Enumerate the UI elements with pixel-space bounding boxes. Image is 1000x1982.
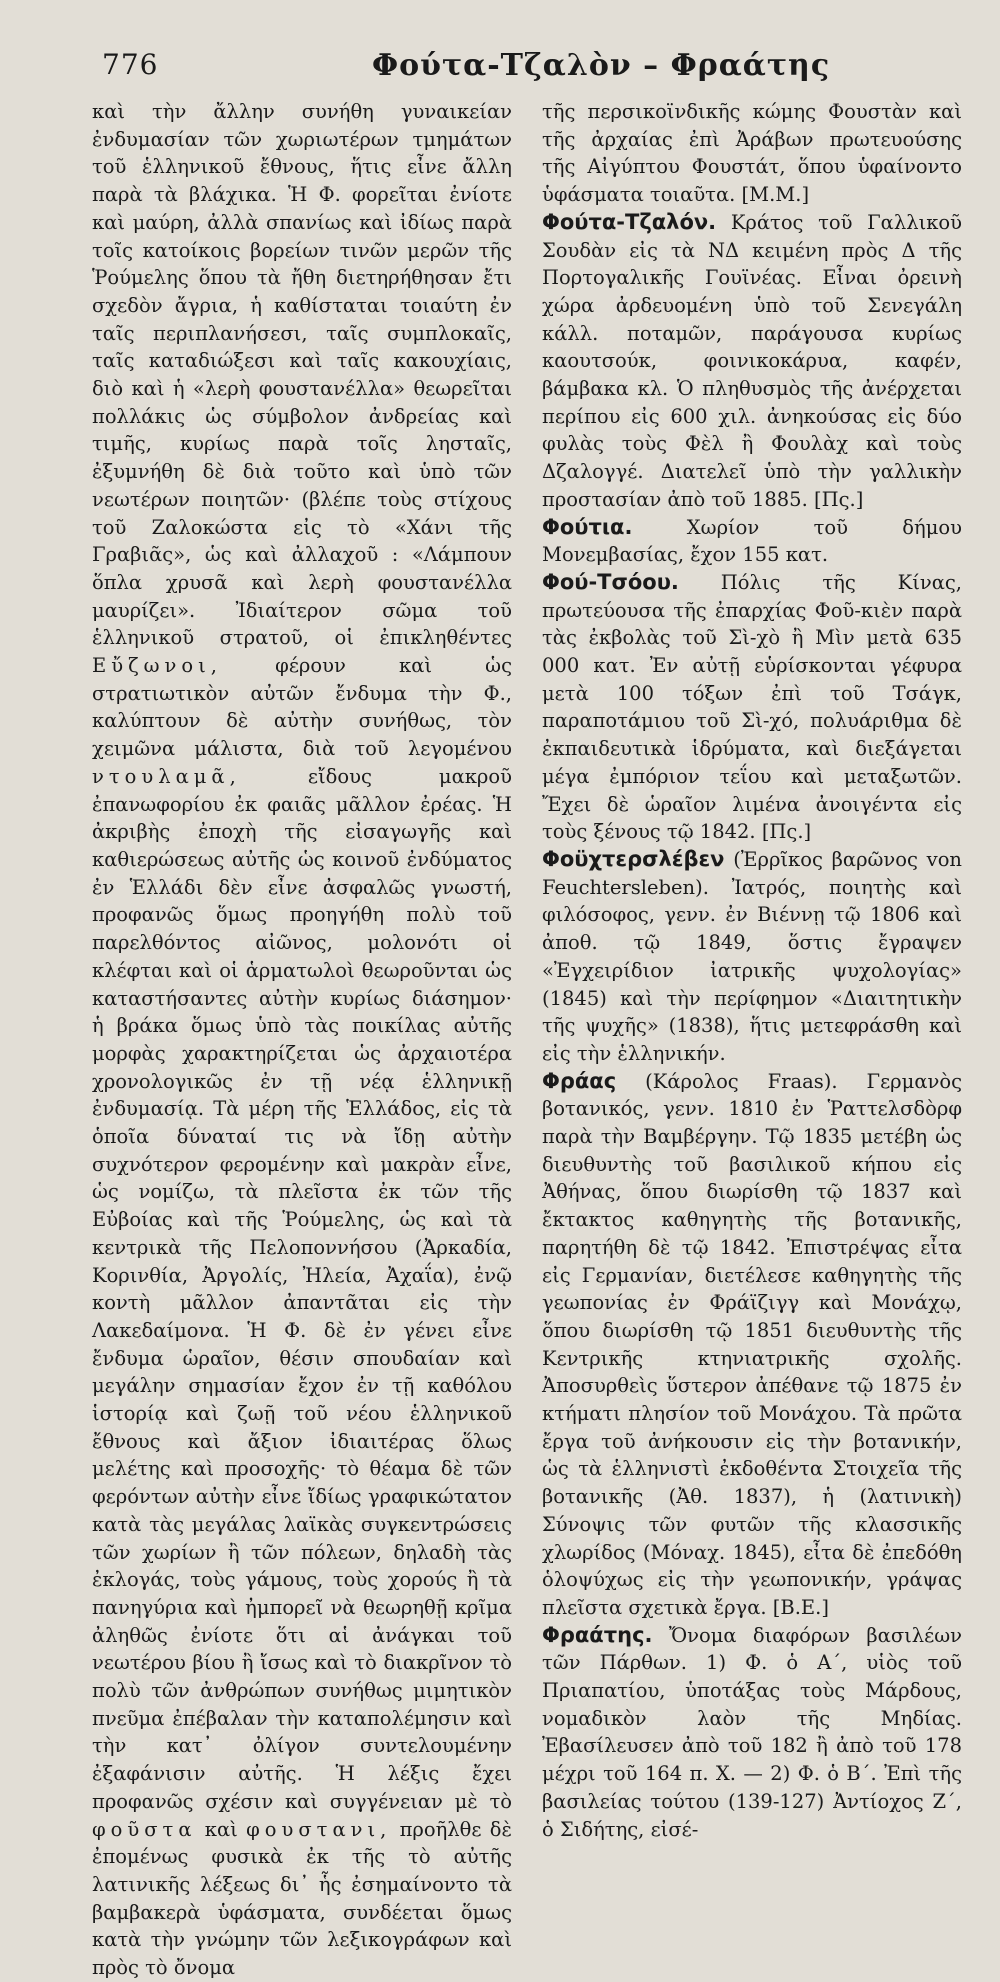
spaced-term: φοῦστα — [92, 1817, 197, 1841]
entry-text: Πόλις τῆς Κίνας, πρωτεύουσα τῆς ἐπαρχίας Φοῦ-κιὲν παρὰ τὰς ἐκβολὰς τοῦ Σὶ-χὸ ἢ Μὶν μετὰ 635 000 κατ. Ἐν αὐτῇ εὑρίσκονται γέφυρα μετὰ 100 τόξων ἐπὶ τοῦ Τσάγκ, παραποτάμιου τοῦ Σὶ-χό, πολυάριθμα δὲ ἐκπαιδευτικὰ ἱδρύματα, καὶ διεξάγεται μέγα ἐμπόριον τεΐου καὶ μεταξωτῶν. Ἔχει δὲ ὡραῖον λιμένα ἀνοιγέντα εἰς τοὺς ξένους τῷ 1842. [Πς.] — [542, 570, 962, 844]
spaced-term: Εὔζωνοι, — [92, 654, 222, 678]
entry-text: Ὄνομα διαφόρων βασιλέων τῶν Πάρθων. 1) Φ. ὁ Α΄, υἱὸς τοῦ Πριαπατίου, ὑποτάξας τοὺς Μάρδους, νομαδικὸν λαὸν τῆς Μηδίας. Ἐβασίλευσεν ἀπὸ τοῦ 182 ἢ ἀπὸ τοῦ 178 μέχρι τοῦ 164 π. Χ. — 2) Φ. ὁ Β΄. Ἐπὶ τῆς βασιλείας τούτου (139-127) Ἀντίοχος Ζ΄, ὁ Σιδήτης, εἰσέ- — [542, 1623, 962, 1841]
left-column — [92, 98, 512, 1982]
entry-headword: Φούτια. — [542, 514, 633, 539]
entry-text: Χωρίον τοῦ δήμου Μονεμβασίας, ἔχον 155 κατ. — [542, 515, 962, 567]
entry-text: (Ἐρρῖκος βαρῶνος von Feuchtersleben). Ἰατρός, ποιητὴς καὶ φιλόσοφος, γενν. ἐν Βιέννῃ τῷ 1806 καὶ ἀποθ. τῷ 1849, ὅστις ἔγραψεν «Ἐγχειρίδιον ἰατρικῆς ψυχολογίας» (1845) καὶ τὴν περίφημον «Διαιτητικὴν τῆς ψυχῆς» (1838), ἥτις μετεφράσθη καὶ εἰς τὴν ἑλληνικήν. — [542, 847, 962, 1065]
text-run: εἴδους μακροῦ ἐπανωφορίου ἐκ φαιᾶς μᾶλλον ἐρέας. Ἡ ἀκριβὴς ἐποχὴ τῆς εἰσαγωγῆς καὶ καθιερώσεως αὐτῆς ὡς κοινοῦ ἐνδύματος ἐν Ἑλλάδι δὲν εἶνε ἀσφαλῶς γνωστή, προφανῶς ὅμως προηγήθη πολὺ τοῦ παρελθόντος αἰῶνος, μολονότι οἱ κλέφται καὶ οἱ ἁρματωλοὶ θεωροῦνται ὡς καταστήσαντες αὐτὴν κυρίως διάσημον· ἡ βράκα ὅμως ὑπὸ τὰς ποικίλας αὐτῆς μορφὰς χαρακτηρίζεται ὡς ἀρχαιοτέρα χρονολογικῶς ἐν τῇ νέᾳ ἑλληνικῇ ἐνδυμασίᾳ. Τὰ μέρη τῆς Ἑλλάδος, εἰς τὰ ὁποῖα δύναταί τις νὰ ἴδῃ αὐτὴν συχνότερον φερομένην καὶ μακρὰν εἶνε, ὡς νομίζω, τὰ πλεῖστα ἐκ τῶν τῆς Εὐβοίας καὶ τῆς Ῥούμελης, ὡς καὶ τὰ κεντρικὰ τῆς Πελοποννήσου (Ἀρκαδία, Κορινθία, Ἀργολίς, Ἠλεία, Ἀχαΐα), ἐνῷ κοντὴ μᾶλλον ἀπαντᾶται εἰς τὴν Λακεδαίμονα. Ἡ Φ. δὲ ἐν γένει εἶνε ἔνδυμα ὡραῖον, θέσιν σπουδαίαν καὶ μεγάλην σημασίαν ἔχον ἐν τῇ καθόλου ἱστορίᾳ καὶ ζωῇ τοῦ νέου ἑλληνικοῦ ἔθνους καὶ ἄξιον ἰδιαιτέρας ὅλως μελέτης καὶ προσοχῆς· τὸ θέαμα δὲ τῶν φερόντων αὐτὴν εἶνε ἴδίως γραφικώτατον κατὰ τὰς μεγάλας λαϊκὰς συγκεντρώσεις τῶν χωρίων ἢ τῶν πόλεων, δηλαδὴ τὰς ἐκλογάς, τοὺς γάμους, τοὺς χορούς ἢ τὰ πανηγύρια καὶ ἠμπορεῖ νὰ θεωρηθῇ κρῖμα ἀληθῶς ἐνίοτε ὅτι αἱ ἀνάγκαι τοῦ νεωτέρου βίου ἢ ἴσως καὶ τὸ διακρῖνον τὸ πολὺ τῶν ἀνθρώπων συνήθως μιμητικὸν πνεῦμα ἐπέβαλαν τὴν καταπολέμησιν καὶ τὴν κατ᾽ ὀλίγον συντελουμένην ἐξαφάνισιν αὐτῆς. Ἡ λέξις ἔχει προφανῶς σχέσιν καὶ συγγένειαν μὲ τὸ — [92, 764, 512, 1813]
page-number: 776 — [102, 48, 159, 81]
entry-headword: Φού-Τσόου. — [542, 569, 679, 594]
two-column-body — [92, 98, 966, 1982]
entry-text: Κράτος τοῦ Γαλλικοῦ Σουδὰν εἰς τὰ ΝΔ κειμένη πρὸς Δ τῆς Πορτογαλικῆς Γουϊνέας. Εἶναι ὀρεινὴ χώρα ἀρδευομένη ὑπὸ τοῦ Σενεγάλη κάλλ. ποταμῶν, παράγουσα κυρίως καουτσούκ, φοινικοκάρυα, καφέν, βάμβακα κλ. Ὁ πληθυσμὸς τῆς ἀνέρχεται περίπου εἰς 600 χιλ. ἀνηκούσας εἰς δύο φυλὰς τοὺς Φὲλ ἢ Φουλὰχ καὶ τοὺς Δζαλογγέ. Διατελεῖ ὑπὸ τὴν γαλλικὴν προστασίαν ἀπὸ τοῦ 1885. [Πς.] — [542, 210, 962, 511]
right-column — [542, 98, 962, 1982]
entry-headword: Φράας — [542, 1068, 617, 1093]
dictionary-entry — [542, 514, 962, 569]
dictionary-entry — [542, 209, 962, 514]
dictionary-entry — [542, 569, 962, 846]
entry-text: (Κάρολος Fraas). Γερμανὸς βοτανικός, γενν. 1810 ἐν Ῥαττελσδὸρφ παρὰ τὴν Βαμβέργην. Τῷ 1835 μετέβη ὡς διευθυντὴς τοῦ βασιλικοῦ κήπου εἰς Ἀθήνας, ὅπου διωρίσθη τῷ 1837 καὶ ἔκτακτος καθηγητὴς τῆς βοτανικῆς, παρητήθη δὲ τῷ 1842. Ἐπιστρέψας εἶτα εἰς Γερμανίαν, διετέλεσε καθηγητὴς τῆς γεωπονίας ἐν Φράϊζιγγ καὶ Μονάχῳ, ὅπου διωρίσθη τῷ 1851 διευθυντὴς τῆς Κεντρικῆς κτηνιατρικῆς σχολῆς. Ἀποσυρθεὶς ὕστερον ἀπέθανε τῷ 1875 ἐν κτήματι πλησίον τοῦ Μονάχου. Τὰ πρῶτα ἔργα τοῦ ἀνήκουσιν εἰς τὴν βοτανικήν, ὡς τὰ ἑλληνιστὶ ἐκδοθέντα Στοιχεῖα τῆς βοτανικῆς (Ἀθ. 1837), ἡ (λατινικὴ) Σύνοψις τῶν φυτῶν τῆς κλασσικῆς χλωρίδος (Μόναχ. 1845), εἶτα δὲ ἐπεδόθη ὁλοψύχως εἰς τὴν γεωπονικήν, γράψας πλεῖστα σχετικὰ ἔργα. [Β.Ε.] — [542, 1069, 963, 1619]
text-run: φέρουν καὶ ὡς στρατιωτικὸν αὐτῶν ἔνδυμα τὴν Φ., καλύπτουν δὲ αὐτὴν συνήθως, τὸν χειμῶνα μάλιστα, διὰ τοῦ λεγομένου — [92, 654, 512, 761]
entry-headword: Φοϋχτερσλέβεν — [542, 846, 725, 871]
entry-headword: Φραάτης. — [542, 1622, 653, 1647]
text-run: καὶ τὴν ἄλλην συνήθη γυναικείαν ἐνδυμασίαν τῶν χωριωτέρων τμημάτων τοῦ ἑλληνικοῦ ἔθνους, ἥτις εἶνε ἄλλη παρὰ τὰ βλάχικα. Ἡ Φ. φορεῖται ἐνίοτε καὶ μαύρη, ἀλλὰ σπανίως καὶ ἰδίως παρὰ τοῖς κατοίκοις βορείων τινῶν μερῶν τῆς Ῥούμελης ὅπου τὰ ἤθη διετηρήθησαν ἔτι σχεδὸν ἄγρια, ἡ καθίσταται τοιαύτη ἐν ταῖς περιπλανήσεσι, ταῖς συμπλοκαῖς, ταῖς καταδιώξεσι καὶ ταῖς κακουχίαις, διὸ καὶ ἡ «λερὴ φουστανέλλα» θεωρεῖται πολλάκις ὡς σύμβολον ἀνδρείας καὶ τιμῆς, κυρίως παρὰ τοῖς λησταῖς, ἐξυμνήθη δὲ διὰ τοῦτο καὶ ὑπὸ τῶν νεωτέρων ποιητῶν· (βλέπε τοὺς στίχους τοῦ Ζαλοκώστα εἰς τὸ «Χάνι τῆς Γραβιᾶς», ὡς καὶ ἀλλαχοῦ : «Λάμπουν ὅπλα χρυσᾶ καὶ λερὴ φουστανέλλα μαυρίζει». Ἰδιαίτερον σῶμα τοῦ ἑλληνικοῦ στρατοῦ, οἱ ἐπικληθέντες — [92, 100, 512, 650]
dictionary-entry — [542, 1068, 962, 1622]
continued-entry-text: τῆς περσικοϊνδικῆς κώμης Φουστὰν καὶ τῆς ἀρχαίας ἐπὶ Ἀράβων πρωτευούσης τῆς Αἰγύπτου Φουστάτ, ὅπου ὑφαίνοντο ὑφάσματα τοιαῦτα. [Μ.Μ.] — [542, 100, 962, 207]
page-header — [92, 38, 966, 98]
continued-entry-text — [92, 98, 512, 1982]
dictionary-entry — [542, 846, 962, 1068]
text-run: καὶ — [204, 1817, 238, 1841]
dictionary-entry — [542, 1622, 962, 1844]
running-head: Φούτα-Τζαλὸν – Φραάτης — [372, 48, 831, 83]
spaced-term: ντουλαμᾶ, — [92, 764, 241, 788]
spaced-term: φουστανι, — [246, 1817, 392, 1841]
text-run: προῆλθε δὲ ἐπομένως φυσικὰ ἐκ τῆς τὸ αὐτῆς λατινικῆς λέξεως δι᾽ ἧς ἐσημαίνοντο τὰ βαμβακερὰ ὑφάσματα, συνδέεται ὅμως κατὰ τὴν γνώμην τῶν λεξικογράφων καὶ πρὸς τὸ ὄνομα — [92, 1817, 512, 1980]
entry-headword: Φούτα-Τζαλόν. — [542, 209, 717, 234]
